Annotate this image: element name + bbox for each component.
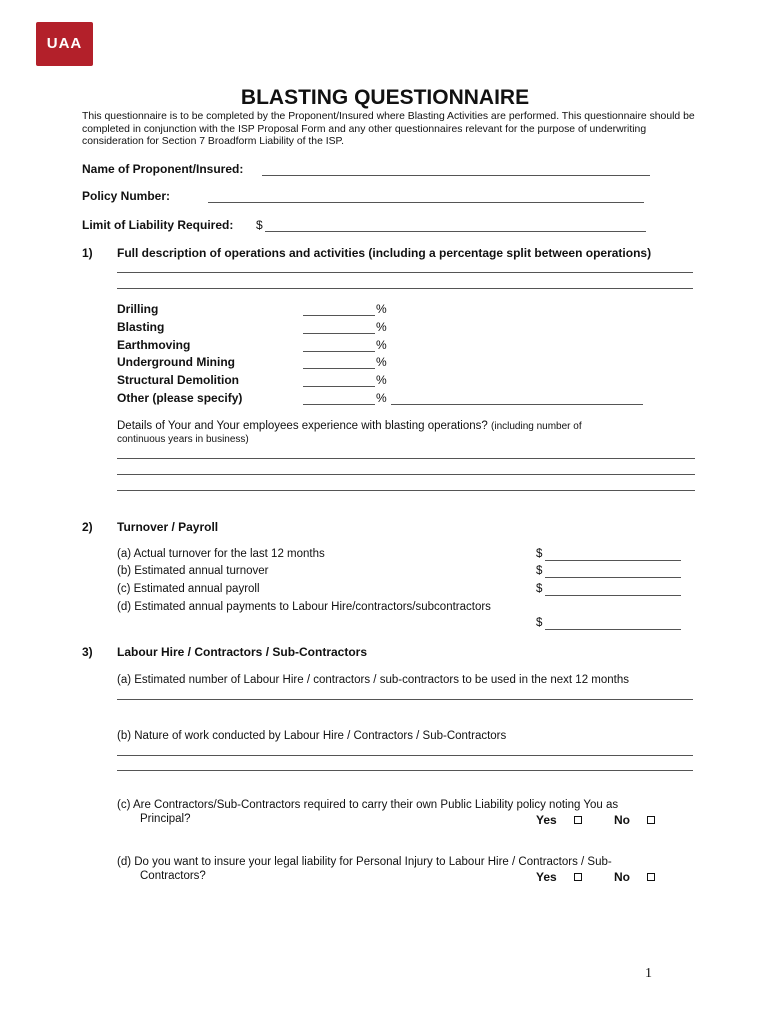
percent-sign: % — [376, 373, 387, 387]
proponent-field[interactable] — [262, 175, 650, 176]
section2-number: 2) — [82, 520, 93, 534]
experience-note: (including number of — [491, 421, 582, 432]
operation-underground-mining-label: Underground Mining — [117, 355, 235, 369]
turnover-actual-label: (a) Actual turnover for the last 12 months — [117, 548, 325, 560]
percent-sign: % — [376, 302, 387, 316]
page-number: 1 — [645, 966, 652, 981]
experience-line-1[interactable] — [117, 458, 695, 459]
description-line-1[interactable] — [117, 272, 693, 273]
question-3c-line-1: (c) Are Contractors/Sub-Contractors required to carry their own Public Liability policy noting You as — [117, 799, 619, 811]
uaa-logo — [36, 22, 93, 66]
currency-sign: $ — [536, 583, 543, 595]
section1-number: 1) — [82, 246, 93, 260]
percent-sign: % — [376, 355, 387, 369]
operation-other-field[interactable] — [303, 404, 375, 405]
operation-drilling-field[interactable] — [303, 315, 375, 316]
question-3b: (b) Nature of work conducted by Labour Hire / Contractors / Sub-Contractors — [117, 730, 507, 742]
section3-number: 3) — [82, 645, 93, 659]
section1-heading: Full description of operations and activities (including a percentage split between operations) — [117, 246, 652, 260]
labour-hire-payments-label: (d) Estimated annual payments to Labour Hire/contractors/subcontractors — [117, 601, 491, 613]
experience-note-continued: continuous years in business) — [117, 434, 249, 445]
question-3d-yes-checkbox[interactable] — [574, 873, 582, 881]
intro-paragraph: This questionnaire is to be completed by the Proponent/Insured where Blasting Activities are performed. This questionnaire should be completed in conjunction with the ISP Proposal Form and any other questionnaires relevant for the purpose of underwriting consideration for Section 7 Broadform Liability of the ISP. — [82, 111, 695, 147]
proponent-label: Name of Proponent/Insured: — [82, 162, 244, 176]
payroll-estimated-label: (c) Estimated annual payroll — [117, 583, 260, 595]
operation-blasting-label: Blasting — [117, 320, 165, 334]
experience-line-2[interactable] — [117, 474, 695, 475]
experience-question — [117, 420, 582, 432]
turnover-estimated-label: (b) Estimated annual turnover — [117, 565, 269, 577]
limit-currency: $ — [256, 218, 263, 232]
operation-earthmoving-label: Earthmoving — [117, 338, 191, 352]
turnover-estimated-field[interactable] — [545, 577, 681, 578]
question-3b-line-2[interactable] — [117, 770, 693, 771]
currency-sign: $ — [536, 565, 543, 577]
percent-sign: % — [376, 338, 387, 352]
question-3c-no-label: No — [614, 813, 630, 827]
page-title: BLASTING QUESTIONNAIRE — [240, 86, 530, 109]
operation-drilling-label: Drilling — [117, 302, 159, 316]
question-3d-yes-label: Yes — [536, 870, 557, 884]
currency-sign: $ — [536, 548, 543, 560]
question-3c-no-checkbox[interactable] — [647, 816, 655, 824]
other-specify-field[interactable] — [391, 404, 643, 405]
limit-label: Limit of Liability Required: — [82, 218, 234, 232]
operation-blasting-field[interactable] — [303, 333, 375, 334]
policy-number-field[interactable] — [208, 202, 644, 203]
percent-sign: % — [376, 320, 387, 334]
logo-text: UAA — [46, 35, 83, 52]
question-3d-no-checkbox[interactable] — [647, 873, 655, 881]
question-3d-line-1: (d) Do you want to insure your legal liability for Personal Injury to Labour Hire / Contractors / Sub- — [117, 856, 612, 868]
operation-structural-demolition-field[interactable] — [303, 386, 375, 387]
currency-sign: $ — [536, 617, 543, 629]
question-3a-field[interactable] — [117, 699, 693, 700]
question-3a: (a) Estimated number of Labour Hire / contractors / sub-contractors to be used in the next 12 months — [117, 674, 630, 686]
limit-field[interactable] — [265, 231, 646, 232]
section2-heading: Turnover / Payroll — [117, 520, 219, 534]
section3-heading: Labour Hire / Contractors / Sub-Contractors — [117, 645, 368, 659]
question-3b-line-1[interactable] — [117, 755, 693, 756]
description-line-2[interactable] — [117, 288, 693, 289]
percent-sign: % — [376, 391, 387, 405]
payroll-estimated-field[interactable] — [545, 595, 681, 596]
question-3c-line-2: Principal? — [140, 813, 191, 825]
operation-structural-demolition-label: Structural Demolition — [117, 373, 240, 387]
operation-underground-mining-field[interactable] — [303, 368, 375, 369]
policy-number-label: Policy Number: — [82, 189, 171, 203]
experience-question-text: Details of Your and Your employees experience with blasting operations? — [117, 420, 488, 432]
question-3d-no-label: No — [614, 870, 630, 884]
question-3d-line-2: Contractors? — [140, 870, 206, 882]
operation-other-label: Other (please specify) — [117, 391, 243, 405]
turnover-actual-field[interactable] — [545, 560, 681, 561]
question-3c-yes-label: Yes — [536, 813, 557, 827]
operation-earthmoving-field[interactable] — [303, 351, 375, 352]
question-3c-yes-checkbox[interactable] — [574, 816, 582, 824]
experience-line-3[interactable] — [117, 490, 695, 491]
labour-hire-payments-field[interactable] — [545, 629, 681, 630]
